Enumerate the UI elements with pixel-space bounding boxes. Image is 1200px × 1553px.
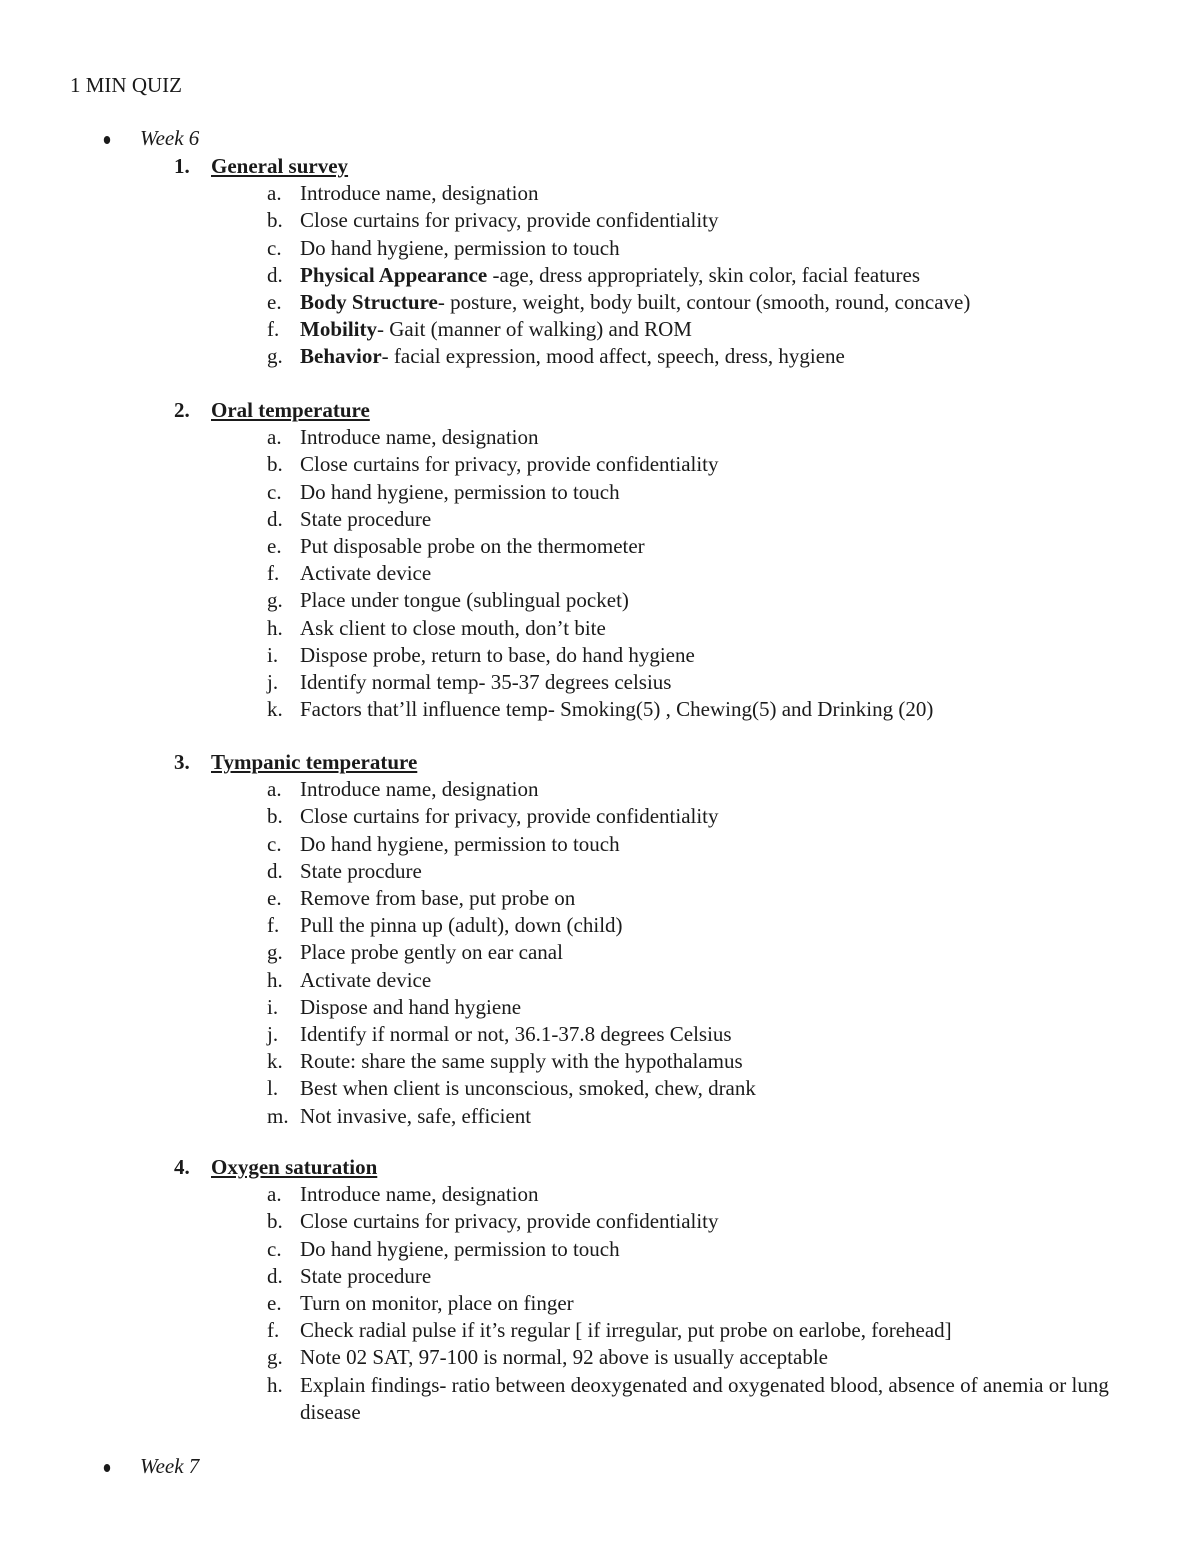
list-item-text: Dispose and hand hygiene (300, 994, 522, 1019)
list-item-letter: m. (267, 1103, 289, 1128)
list-item-text: Do hand hygiene, permission to touch (300, 479, 620, 504)
bullet-icon (104, 136, 110, 144)
section-title: General survey (211, 154, 349, 178)
list-item-text: Place probe gently on ear canal (300, 940, 563, 965)
list-item (174, 316, 1134, 343)
list-item-letter: b. (267, 804, 283, 829)
list-item-letter: k. (267, 697, 283, 722)
list-item-letter: d. (267, 1263, 283, 1288)
list-item (174, 885, 1134, 912)
list-item (174, 451, 1134, 478)
list-item-text: Route: share the same supply with the hypothalamus (300, 1049, 743, 1074)
list-item-letter: b. (267, 208, 283, 233)
list-item-letter: d. (267, 506, 283, 531)
section-heading (174, 153, 1134, 180)
list-item (174, 506, 1134, 533)
list-item (174, 1236, 1134, 1263)
list-item-text: Put disposable probe on the thermometer (300, 534, 645, 558)
list-item (174, 262, 1134, 289)
list-item-term: Body Structure (300, 290, 438, 314)
list-item-text: - Gait (manner of walking) and ROM (377, 317, 692, 342)
list-item-letter: c. (267, 831, 282, 856)
list-item-letter: b. (267, 452, 283, 477)
list-item-text: Remove from base, put probe on (300, 886, 576, 910)
list-item-letter: b. (267, 1209, 283, 1234)
list-item (174, 289, 1134, 316)
list-item (174, 479, 1134, 506)
list-item (174, 642, 1134, 669)
list-item (174, 1181, 1134, 1208)
list-item (174, 967, 1134, 994)
section-oxygen-saturation (174, 1154, 1134, 1426)
list-item (174, 1208, 1134, 1235)
list-item-letter: e. (267, 886, 282, 910)
list-item-text: Identify if normal or not, 36.1-37.8 degrees Celsius (300, 1022, 732, 1047)
list-item-text: State procedure (300, 506, 432, 531)
list-item (174, 180, 1134, 207)
list-item (174, 424, 1134, 451)
list-item-letter: i. (267, 994, 279, 1019)
list-item (174, 560, 1134, 587)
list-item-letter: f. (267, 317, 280, 342)
list-item (174, 1048, 1134, 1075)
list-item-text: Close curtains for privacy, provide confidentiality (300, 208, 719, 233)
list-item-text: -age, dress appropriately, skin color, facial features (487, 262, 921, 287)
list-item-text: Not invasive, safe, efficient (300, 1103, 532, 1128)
list-item-text: Pull the pinna up (adult), down (child) (300, 913, 623, 938)
list-item (174, 533, 1134, 560)
list-item-text: - posture, weight, body built, contour (smooth, round, concave) (437, 290, 971, 314)
list-item (174, 235, 1134, 262)
list-item-letter: h. (267, 1372, 283, 1397)
list-item-letter: d. (267, 262, 283, 287)
list-item-letter: j. (267, 670, 279, 695)
section-number: 3. (174, 750, 190, 774)
list-item-text: Close curtains for privacy, provide confidentiality (300, 1209, 719, 1234)
list-item-text: Close curtains for privacy, provide confidentiality (300, 804, 719, 829)
list-item-text: Identify normal temp- 35-37 degrees celsius (300, 670, 672, 695)
list-item (174, 669, 1134, 696)
list-item (174, 1103, 1134, 1130)
list-item-text: Note 02 SAT, 97-100 is normal, 92 above is usually acceptable (300, 1345, 828, 1370)
list-item-letter: a. (267, 425, 282, 450)
list-item (174, 343, 1134, 370)
list-item (174, 939, 1134, 966)
list-item (174, 1263, 1134, 1290)
list-item-term: Mobility (300, 317, 377, 342)
list-item-text: Do hand hygiene, permission to touch (300, 235, 620, 260)
section-title: Oral temperature (211, 398, 370, 422)
list-item-text: Turn on monitor, place on finger (300, 1291, 574, 1315)
list-item (174, 1317, 1134, 1344)
list-item-text: State procedure (300, 1263, 432, 1288)
list-item-text: Introduce name, designation (300, 1182, 539, 1207)
list-item-text: Do hand hygiene, permission to touch (300, 831, 620, 856)
list-item-letter: g. (267, 344, 283, 369)
list-item (174, 803, 1134, 830)
list-item-text: Place under tongue (sublingual pocket) (300, 588, 629, 613)
list-item-text: Explain findings- ratio between deoxygenated and oxygenated blood, absence of anemia or lung disease (300, 1372, 1109, 1424)
list-item-term: Behavior (300, 344, 382, 369)
section-heading (174, 1154, 1134, 1181)
list-item (174, 858, 1134, 885)
section-heading (174, 749, 1134, 776)
list-item (174, 1290, 1134, 1317)
list-item-term: Physical Appearance (300, 262, 488, 287)
document-title: 1 MIN QUIZ (70, 73, 182, 97)
list-item-text: Dispose probe, return to base, do hand hygiene (300, 642, 695, 667)
week-label: Week 6 (140, 126, 200, 150)
section-number: 4. (174, 1155, 190, 1179)
list-item-letter: f. (267, 1318, 280, 1343)
list-item (174, 615, 1134, 642)
section-number: 1. (174, 154, 190, 178)
list-item-text: Check radial pulse if it’s regular [ if irregular, put probe on earlobe, forehead] (300, 1318, 952, 1343)
list-item (174, 1021, 1134, 1048)
list-item (174, 1344, 1134, 1371)
list-item (174, 1372, 1134, 1426)
section-tympanic-temperature (174, 749, 1134, 1130)
list-item-letter: f. (267, 913, 280, 938)
list-item-letter: c. (267, 479, 282, 504)
list-item (174, 994, 1134, 1021)
list-item-letter: i. (267, 642, 279, 667)
list-item-letter: d. (267, 858, 283, 883)
week-label: Week 7 (140, 1454, 200, 1478)
list-item-letter: a. (267, 777, 282, 802)
list-item-text: Activate device (300, 561, 432, 586)
section-general-survey (174, 153, 1134, 371)
section-number: 2. (174, 398, 190, 422)
list-item-letter: c. (267, 235, 282, 260)
list-item-text: State procdure (300, 858, 422, 883)
list-item-text: Introduce name, designation (300, 425, 539, 450)
list-item-text: Introduce name, designation (300, 181, 539, 206)
list-item (174, 912, 1134, 939)
bullet-icon (104, 1464, 110, 1472)
list-item-letter: e. (267, 290, 282, 314)
section-heading (174, 397, 1134, 424)
section-oral-temperature (174, 397, 1134, 723)
list-item-letter: g. (267, 940, 283, 965)
list-item-text: Activate device (300, 967, 432, 992)
list-item-letter: e. (267, 534, 282, 558)
list-item-letter: f. (267, 561, 280, 586)
list-item-letter: g. (267, 1345, 283, 1370)
list-item-text: Close curtains for privacy, provide confidentiality (300, 452, 719, 477)
list-item-text: Introduce name, designation (300, 777, 539, 802)
list-item (174, 1075, 1134, 1102)
list-item-text: Ask client to close mouth, don’t bite (300, 615, 606, 640)
list-item-text: Best when client is unconscious, smoked, chew, drank (300, 1076, 756, 1101)
list-item-letter: a. (267, 181, 282, 206)
list-item-letter: e. (267, 1291, 282, 1315)
list-item-text: Do hand hygiene, permission to touch (300, 1236, 620, 1261)
list-item-letter: a. (267, 1182, 282, 1207)
list-item-letter: g. (267, 588, 283, 613)
section-title: Tympanic temperature (211, 750, 418, 774)
list-item-letter: k. (267, 1049, 283, 1074)
list-item-text: Factors that’ll influence temp- Smoking(5) , Chewing(5) and Drinking (20) (300, 697, 934, 722)
list-item (174, 207, 1134, 234)
list-item-letter: j. (267, 1022, 279, 1047)
list-item-letter: l. (267, 1076, 279, 1101)
list-item (174, 696, 1134, 723)
section-title: Oxygen saturation (211, 1155, 378, 1179)
list-item (174, 587, 1134, 614)
list-item-letter: c. (267, 1236, 282, 1261)
list-item-letter: h. (267, 967, 283, 992)
list-item-letter: h. (267, 615, 283, 640)
list-item (174, 831, 1134, 858)
list-item-text: - facial expression, mood affect, speech, dress, hygiene (381, 344, 845, 369)
list-item (174, 776, 1134, 803)
